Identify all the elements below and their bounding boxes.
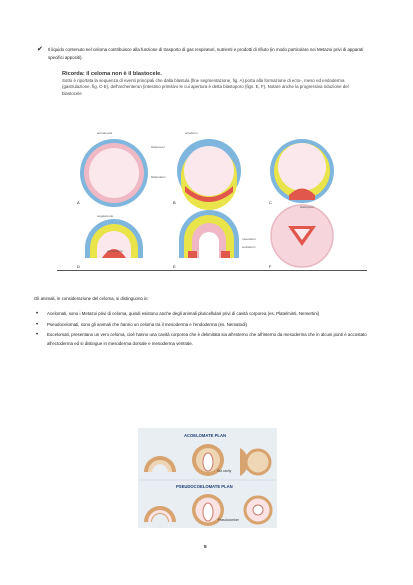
label-panel-b: B [173,200,176,205]
label-panel-c: C [269,200,272,205]
label-animal-pole: animal pole [97,131,113,135]
embryo-diagram [57,70,367,270]
bullet-icon: • [36,311,39,317]
label-ectoderm-b: ectoderm [185,131,198,135]
bullet-term: Pseudocelomati [47,321,79,327]
intro-text: Il liquido contenuto nel celoma contribuisce alla funzione di trasporto di gas respiratori, nutrienti e prodotti di rifiuto (in modo particolare nei Metazoi privi di apparati specifici appositi). [48,47,364,60]
panel-d [77,219,143,269]
acoelomate-right-body [246,450,270,474]
panel-e [173,210,257,269]
panel-e-blastopore-left [188,251,197,258]
panel-a-blastula [77,131,166,218]
panel-b-blastocoel [184,146,234,196]
panel-c-blastocoel [278,143,326,191]
bullet-text: , sono i Metazoi privi di celoma, quindi esistono anche degli animali pluricellulari privi di cavità corporea (es. Platelminti, Nemertini) [66,311,320,316]
bullet-icon: • [36,321,39,328]
figure-divider [57,270,367,271]
blastocoel-cavity [89,148,139,198]
intro-paragraph [37,46,378,61]
label-panel-f: F [269,264,272,269]
panel-c [269,139,334,205]
figure-title: Ricorda: il celoma non è il blastocele. [62,71,162,77]
section-intro: Gli animali, in considerazione del celoma, si distinguono in: [34,296,149,301]
body-plan-image [138,428,277,528]
panel-b [173,131,241,210]
bullet-term: Acelomati [47,311,67,316]
list-item [36,331,377,348]
label-endoderm: endoderm [242,245,256,249]
pseudocoelomate-title: PSEUDOCOELOMATE PLAN [176,484,233,489]
page-number: 5 [204,544,207,549]
panel-e-archenteron [199,232,219,258]
bullet-icon: • [36,332,39,339]
bullet-text: , sono gli animali che hanno un celoma tra il mesoderma e l'endoderma (es. Nematodi) [78,321,247,327]
acoelomate-right [240,448,270,476]
panel-e-blastopore-right [221,251,230,258]
list-item [36,310,377,319]
label-blastocoel: blastocoel [151,145,165,149]
label-panel-e: E [173,264,176,269]
check-mark-icon: ✔ [37,46,43,53]
acoelomate-title: ACOELOMATE PLAN [184,433,227,438]
list-item [36,321,377,330]
label-panel-d: D [77,264,80,269]
acoelomate-gut [203,453,213,471]
label-vegetal-pole: vegetal pole [97,214,114,218]
coelom-list [36,310,377,350]
panel-f [269,205,333,269]
embryo-figure [57,70,367,272]
label-mesoderm: mesoderm [242,237,257,241]
pseudocoelomate-right [245,497,271,523]
bullet-text: , presentano un vero celoma, cioè hanno una cavità corporea che è delimitata sia all'esterno che all'interno da mesoderma che in alcuni punti è accostato all'ectoderma ed si distingue in mesoderma dorsale e mesoderma ventrale. [47,332,367,346]
pseudocoelom-label: Pseudocoelom [218,518,240,522]
bullet-term: Eucelomati [47,332,69,338]
label-panel-a: A [77,200,80,205]
figure-text: Sotto è riportata la sequenza di eventi principali che dalla blastula (fine segmentazione, fig. A) porta alla formazione di ecto-, meso ed endoderma (gastrulazione, fig. C-E), dell'archenteron (intestino primitivo le cui apertura è detta blastoporo (figs. E, F). Notare anche la progressiva riduzione del blastocele [62,78,349,96]
label-blastoderm: blastoderm [151,175,166,179]
label-archenteron: archenteron [107,249,124,253]
label-blastopore: blastopore [300,205,315,209]
pseudo-gut [203,503,213,521]
pseudo-right-gut [253,505,263,515]
gut-cavity-label: Gut cavity [217,469,232,473]
